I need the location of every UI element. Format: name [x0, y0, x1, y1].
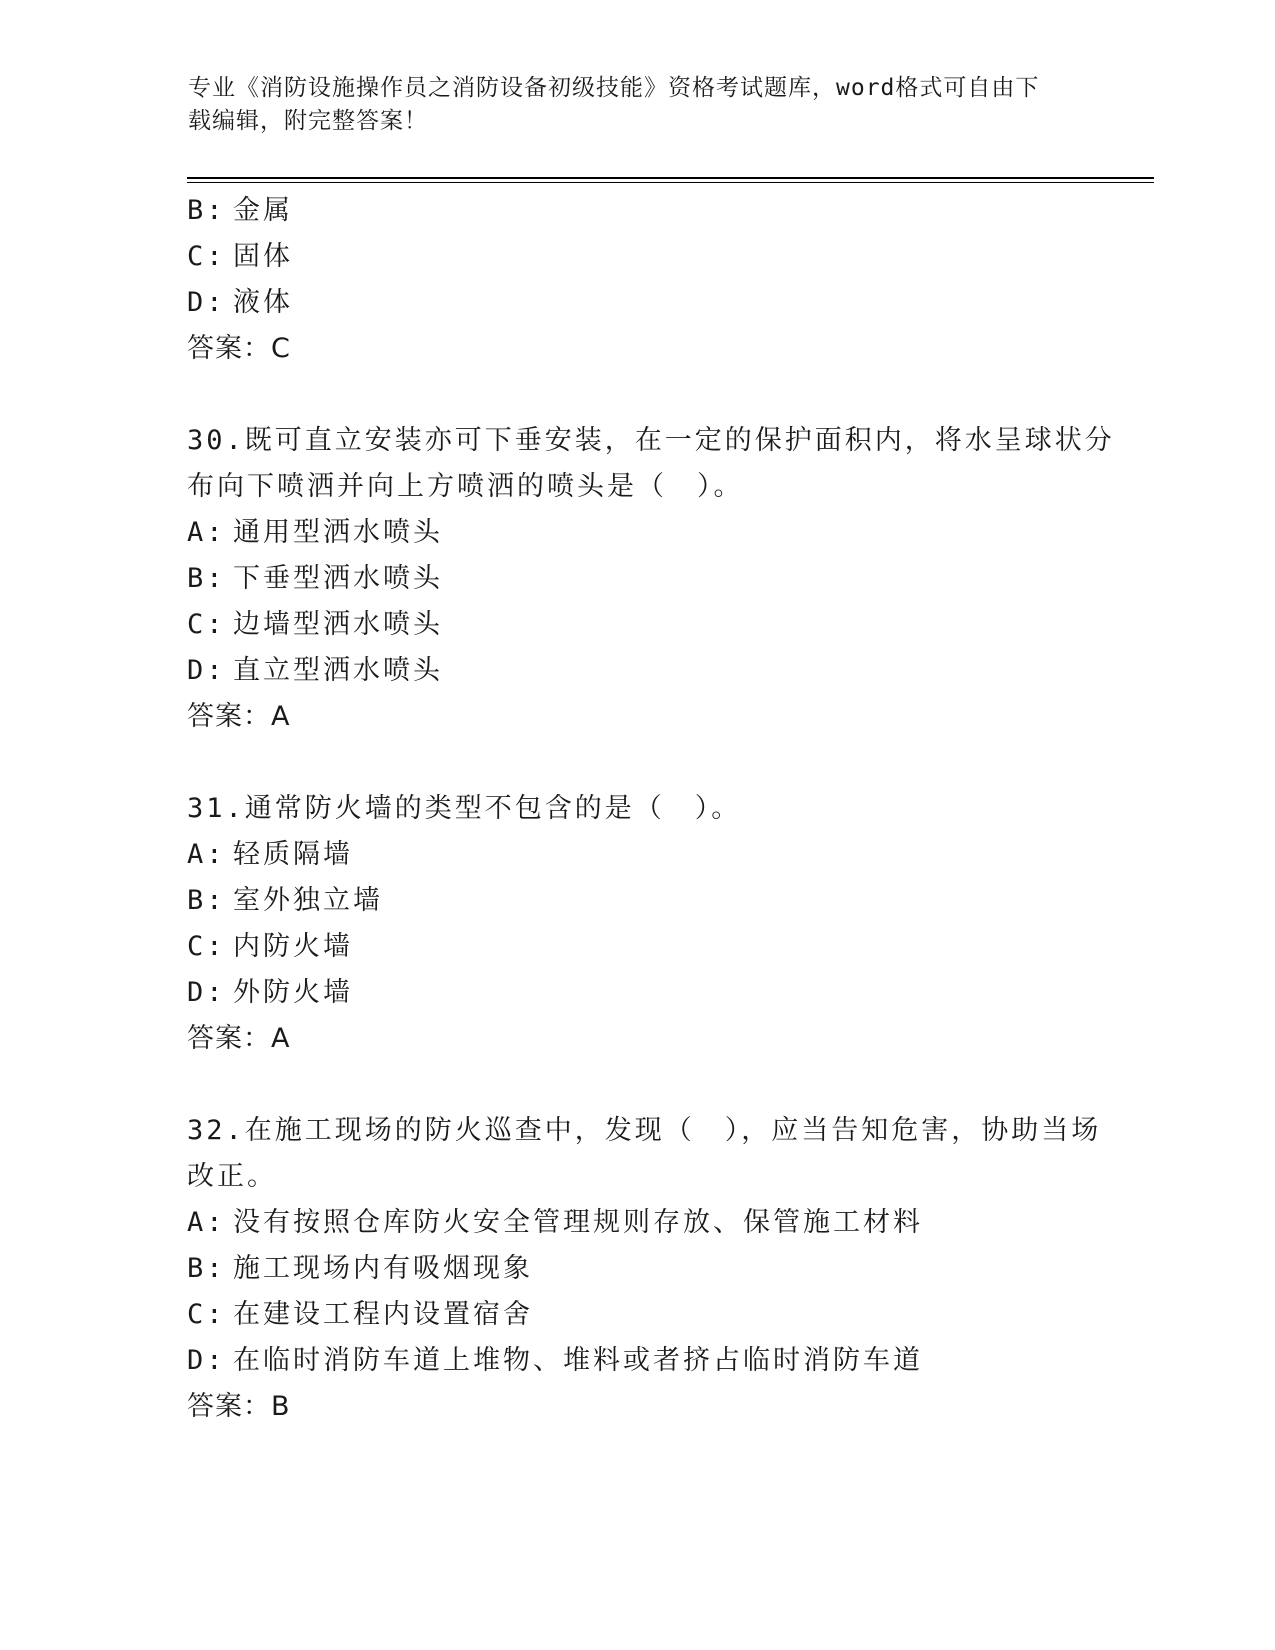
option-letter: D: [187, 1345, 226, 1376]
option-letter: B: [187, 1253, 226, 1284]
answer-line: 答案：C [187, 333, 291, 364]
option-line [187, 878, 1087, 924]
option-letter: B: [187, 885, 226, 916]
option-line [187, 832, 1087, 878]
option-line [187, 234, 1087, 280]
option-letter: B: [187, 195, 226, 226]
question-stem-line: 改正。 [187, 1161, 277, 1192]
question-stem-line: 布向下喷洒并向上方喷洒的喷头是（ ）。 [187, 471, 744, 502]
option-letter: A: [187, 517, 226, 548]
option-text: 室外独立墙 [233, 885, 383, 916]
option-letter: C: [187, 609, 226, 640]
option-line [187, 970, 1087, 1016]
option-text: 没有按照仓库防火安全管理规则存放、保管施工材料 [233, 1207, 923, 1238]
option-line [187, 924, 1087, 970]
option-letter: B: [187, 563, 226, 594]
header-divider-thin [187, 182, 1154, 183]
option-text: 在临时消防车道上堆物、堆料或者挤占临时消防车道 [233, 1345, 923, 1376]
answer-line: 答案：B [187, 1391, 291, 1422]
spacer [187, 740, 1087, 786]
option-letter: A: [187, 839, 226, 870]
option-text: 液体 [233, 287, 293, 318]
option-line [187, 1338, 1087, 1384]
header-divider-thick [187, 177, 1154, 179]
option-line [187, 1246, 1087, 1292]
option-line [187, 1200, 1087, 1246]
question-content [187, 188, 1115, 1430]
question-block [187, 786, 1087, 1062]
option-letter: D: [187, 655, 226, 686]
option-letter: A: [187, 1207, 226, 1238]
spacer [187, 372, 1087, 418]
answer-line: 答案：A [187, 1023, 291, 1054]
question-block [187, 1108, 1102, 1430]
option-line [187, 556, 1087, 602]
option-text: 在建设工程内设置宿舍 [233, 1299, 533, 1330]
option-text: 轻质隔墙 [233, 839, 353, 870]
question-block [187, 418, 1115, 740]
option-line [187, 510, 1087, 556]
option-letter: C: [187, 241, 226, 272]
option-text: 外防火墙 [233, 977, 353, 1008]
option-text: 直立型洒水喷头 [233, 655, 443, 686]
option-line [187, 648, 1087, 694]
question-stem-line: 30.既可直立安装亦可下垂安装，在一定的保护面积内，将水呈球状分 [187, 425, 1115, 456]
option-line [187, 1292, 1087, 1338]
option-text: 内防火墙 [233, 931, 353, 962]
option-line [187, 188, 1087, 234]
option-line [187, 602, 1087, 648]
header-line-2: 载编辑，附完整答案！ [188, 108, 428, 134]
question-stem-line: 31.通常防火墙的类型不包含的是（ ）。 [187, 793, 742, 824]
option-letter: D: [187, 287, 226, 318]
spacer [187, 1062, 1087, 1108]
option-text: 下垂型洒水喷头 [233, 563, 443, 594]
option-line [187, 280, 1087, 326]
option-text: 边墙型洒水喷头 [233, 609, 443, 640]
page-header [188, 72, 1068, 138]
answer-line: 答案：A [187, 701, 291, 732]
carryover-question [187, 188, 1087, 372]
header-line-1: 专业《消防设施操作员之消防设备初级技能》资格考试题库，word格式可自由下 [188, 75, 1040, 101]
option-text: 金属 [233, 195, 293, 226]
question-stem-line: 32.在施工现场的防火巡查中，发现（ ），应当告知危害，协助当场 [187, 1115, 1102, 1146]
option-letter: C: [187, 931, 226, 962]
option-text: 固体 [233, 241, 293, 272]
option-text: 通用型洒水喷头 [233, 517, 443, 548]
option-text: 施工现场内有吸烟现象 [233, 1253, 533, 1284]
option-letter: C: [187, 1299, 226, 1330]
option-letter: D: [187, 977, 226, 1008]
